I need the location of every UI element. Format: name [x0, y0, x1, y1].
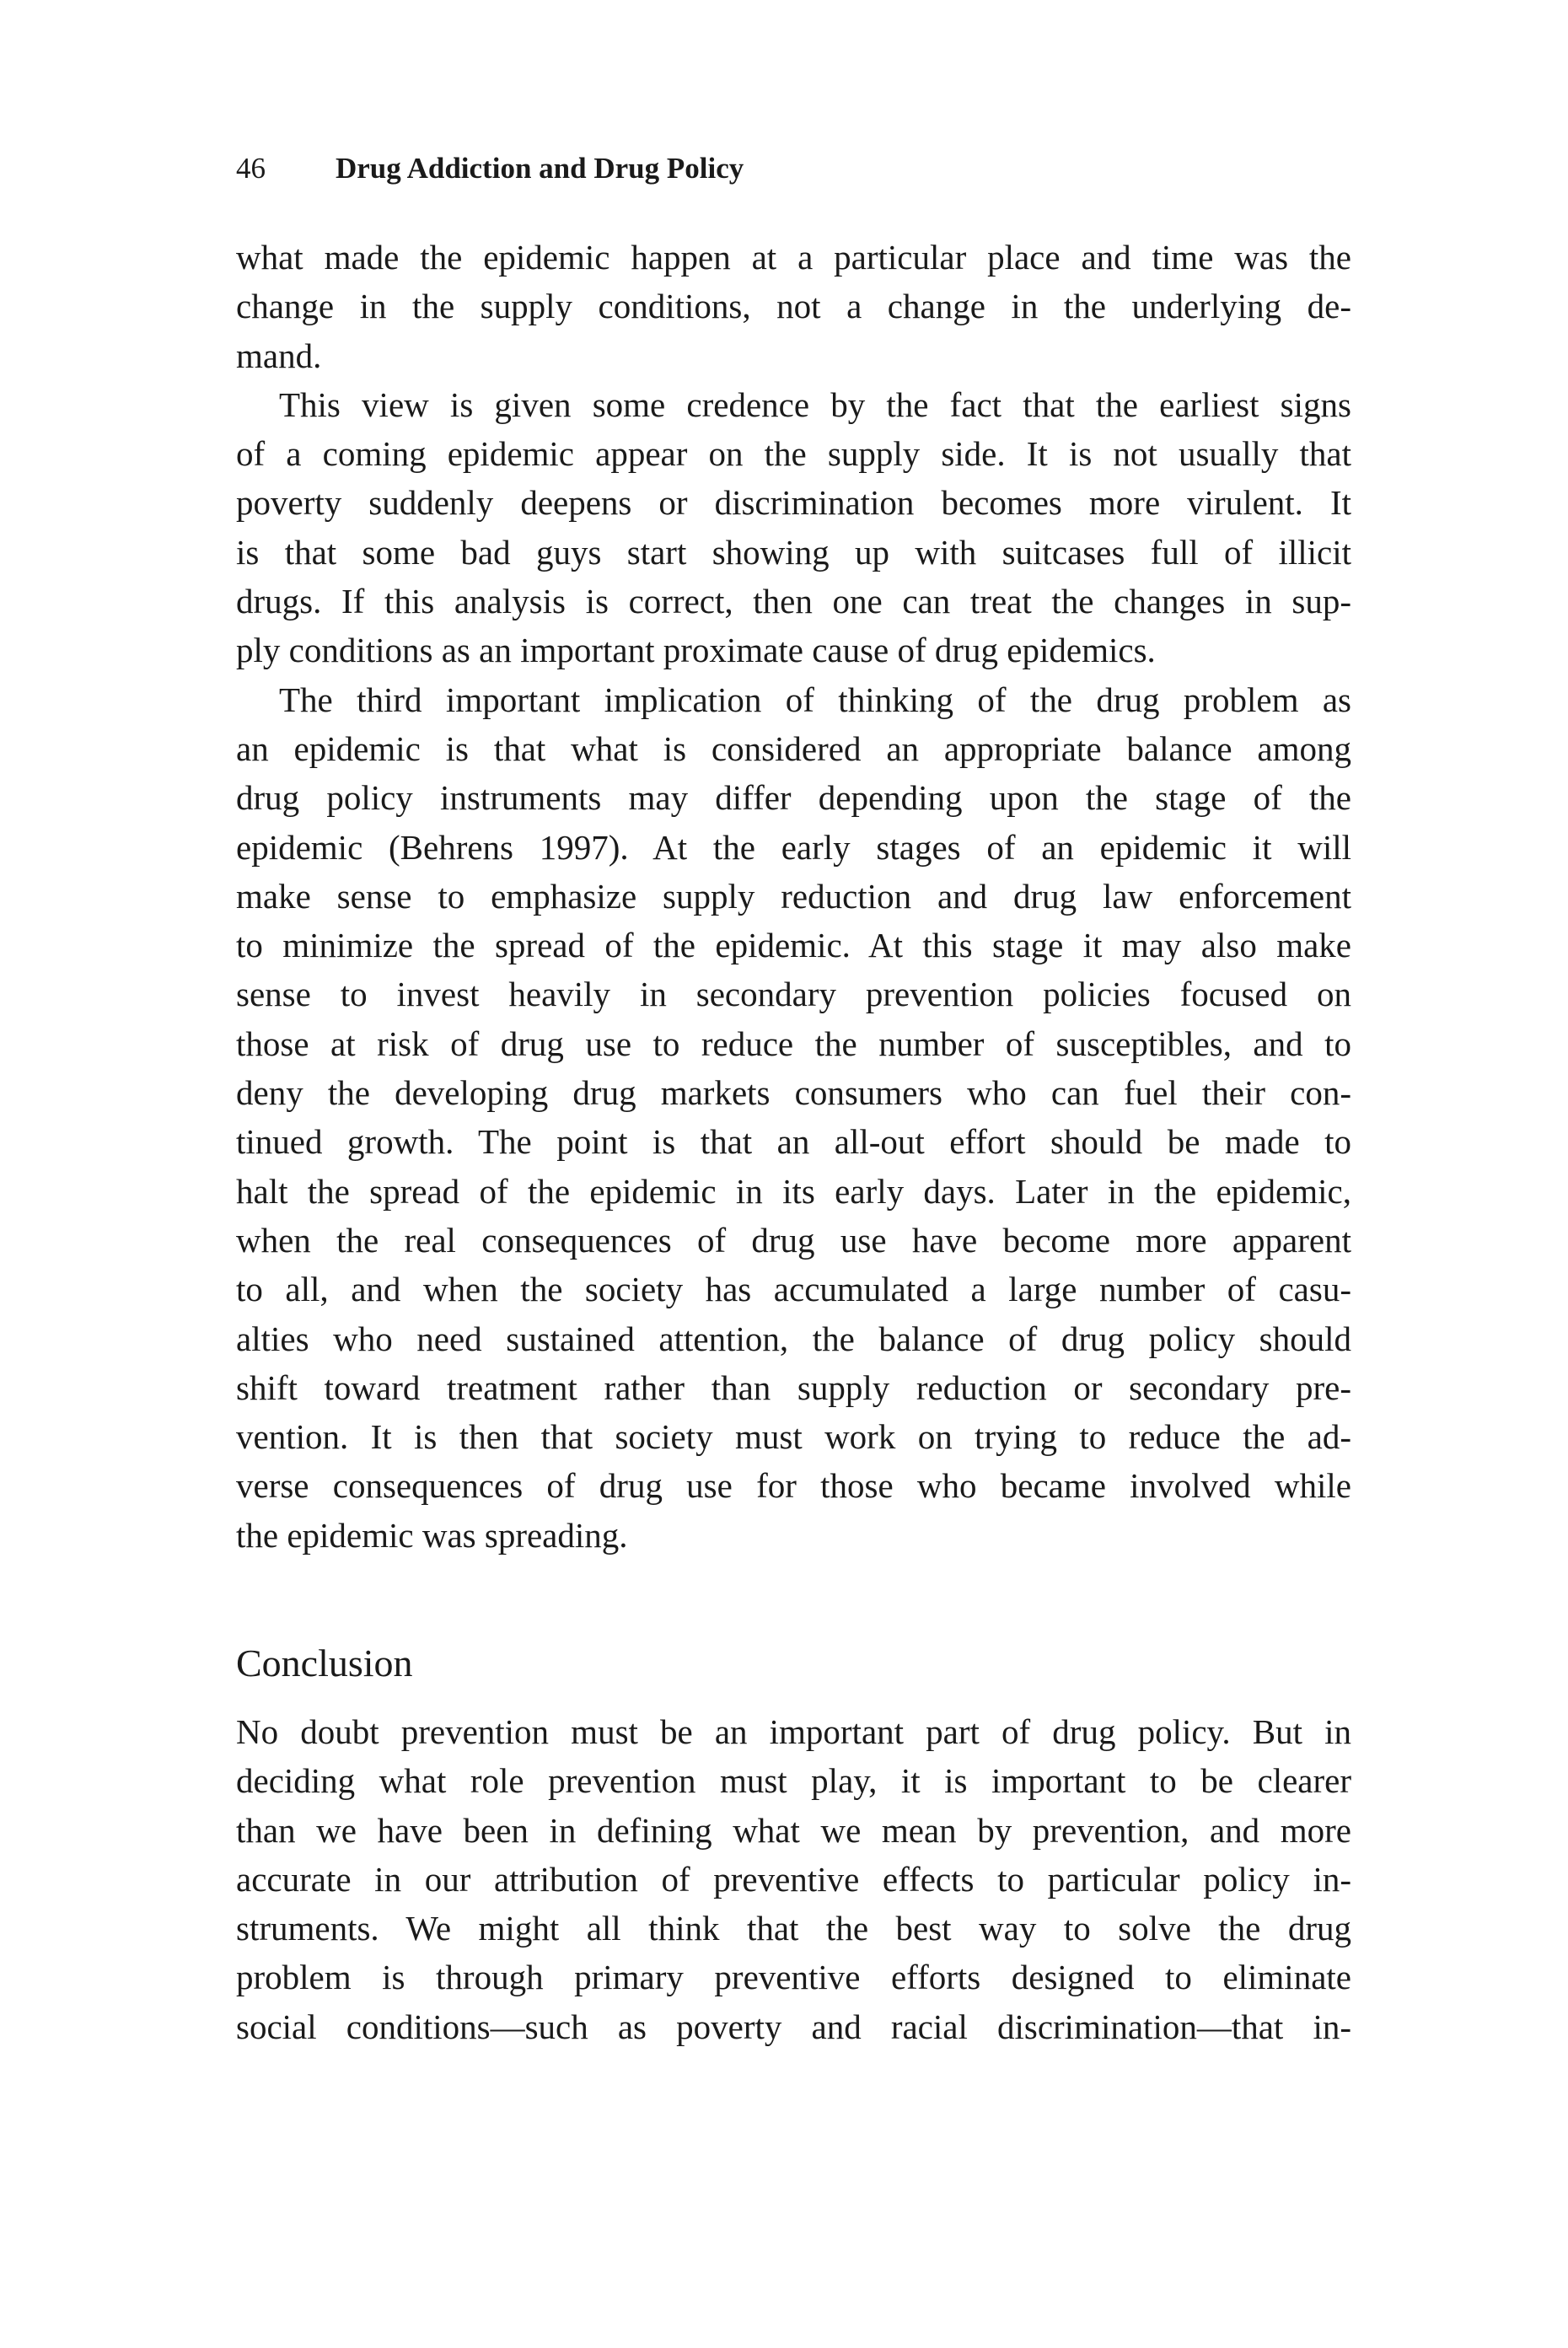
- text-line: than we have been in defining what we mean by prevention, and more: [236, 1810, 1351, 1850]
- text-line: of a coming epidemic appear on the supply side. It is not usually that: [236, 434, 1351, 474]
- paragraph: [236, 233, 1351, 380]
- text-line: tinued growth. The point is that an all-out effort should be made to: [236, 1122, 1351, 1162]
- text-line: epidemic (Behrens 1997). At the early stages of an epidemic it will: [236, 827, 1351, 867]
- running-header: [236, 152, 744, 185]
- text-line: to all, and when the society has accumulated a large number of casu-: [236, 1270, 1351, 1309]
- text-line: shift toward treatment rather than supply reduction or secondary pre-: [236, 1367, 1351, 1407]
- paragraph: [236, 1707, 1351, 2051]
- paragraph: [236, 380, 1351, 675]
- text-line: alties who need sustained attention, the balance of drug policy should: [236, 1319, 1351, 1358]
- text-line: social conditions—such as poverty and racial discrimination—that in-: [236, 2007, 1351, 2046]
- text-line: when the real consequences of drug use have become more apparent: [236, 1220, 1351, 1260]
- text-line: problem is through primary preventive efforts designed to eliminate: [236, 1958, 1351, 1997]
- text-line: No doubt prevention must be an important part of drug policy. But in: [236, 1712, 1351, 1751]
- text-line: is that some bad guys start showing up with suitcases full of illicit: [236, 532, 1351, 572]
- text-line: vention. It is then that society must work on trying to reduce the ad-: [236, 1417, 1351, 1457]
- body-text-conclusion: [236, 1707, 1351, 2051]
- text-line: to minimize the spread of the epidemic. At this stage it may also make: [236, 926, 1351, 965]
- text-line: drug policy instruments may differ depending upon the stage of the: [236, 778, 1351, 818]
- text-line: an epidemic is that what is considered an appropriate balance among: [236, 728, 1351, 768]
- text-line: deciding what role prevention must play, it is important to be clearer: [236, 1761, 1351, 1801]
- text-line: what made the epidemic happen at a particular place and time was the: [236, 238, 1351, 277]
- text-line: accurate in our attribution of preventive effects to particular policy in-: [236, 1859, 1351, 1899]
- text-line: struments. We might all think that the best way to solve the drug: [236, 1909, 1351, 1948]
- text-line: drugs. If this analysis is correct, then one can treat the changes in sup-: [236, 582, 1351, 621]
- running-title: Drug Addiction and Drug Policy: [336, 152, 744, 185]
- text-line: make sense to emphasize supply reduction and drug law enforcement: [236, 876, 1351, 916]
- text-line: sense to invest heavily in secondary prevention policies focused on: [236, 975, 1351, 1014]
- text-line: change in the supply conditions, not a change in the underlying de-: [236, 287, 1351, 326]
- paragraph: [236, 675, 1351, 1560]
- text-line: deny the developing drug markets consumers who can fuel their con-: [236, 1073, 1351, 1113]
- page-number: 46: [236, 152, 266, 185]
- text-line: those at risk of drug use to reduce the number of susceptibles, and to: [236, 1024, 1351, 1063]
- text-line: mand.: [236, 336, 322, 375]
- text-line: verse consequences of drug use for those who became involved while: [236, 1466, 1351, 1506]
- text-line: poverty suddenly deepens or discrimination becomes more virulent. It: [236, 483, 1351, 523]
- section-heading: Conclusion: [236, 1641, 413, 1684]
- text-line: halt the spread of the epidemic in its early days. Later in the epidemic,: [236, 1171, 1351, 1211]
- body-text-top: [236, 233, 1351, 1560]
- text-line: The third important implication of thinking of the drug problem as: [279, 680, 1351, 719]
- text-line: the epidemic was spreading.: [236, 1515, 628, 1555]
- text-line: ply conditions as an important proximate cause of drug epidemics.: [236, 631, 1156, 670]
- text-line: This view is given some credence by the fact that the earliest signs: [279, 384, 1351, 424]
